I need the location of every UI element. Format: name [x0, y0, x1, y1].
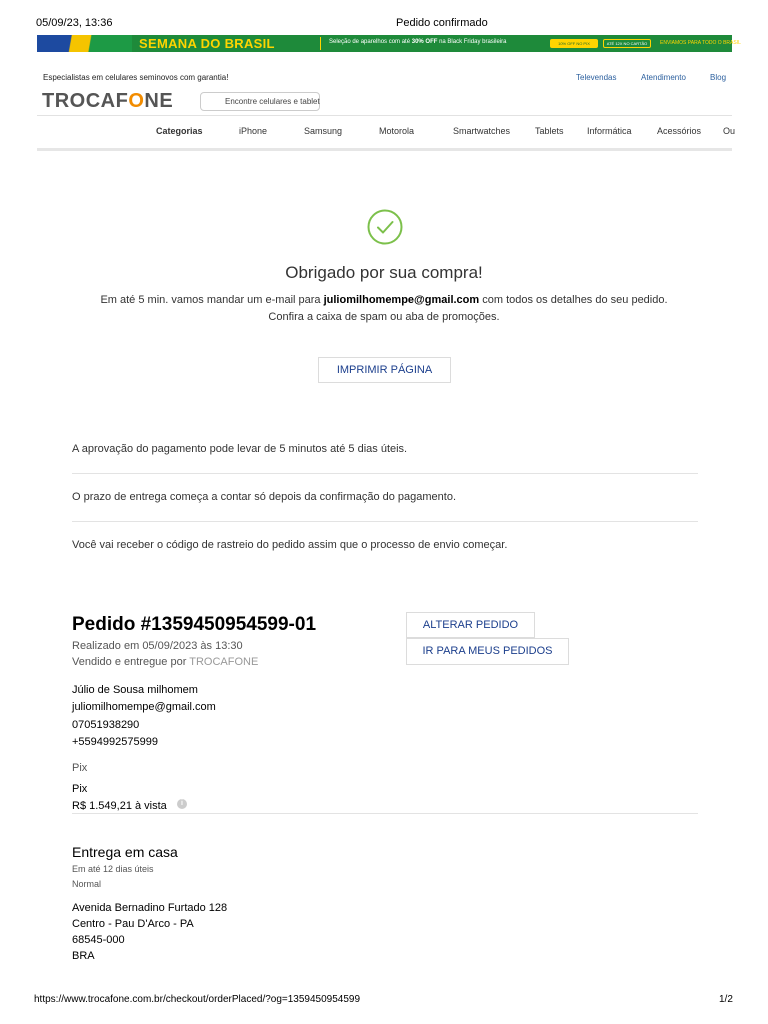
payment-divider	[72, 813, 698, 814]
nav-categorias[interactable]: Categorias	[156, 126, 203, 136]
televendas-link[interactable]: Televendas	[576, 73, 617, 82]
print-page-number: 1/2	[719, 994, 733, 1005]
nav-informatica[interactable]: Informática	[587, 126, 632, 136]
nav-shadow	[37, 148, 732, 151]
trocafone-logo[interactable]: TROCAFONE	[42, 90, 174, 112]
customer-email-bold: juliomilhomempe@gmail.com	[323, 294, 480, 306]
banner-promo-text: Seleção de aparelhos com até 30% OFF na Black Friday brasileira	[329, 39, 507, 45]
delivery-type: Normal	[72, 879, 102, 889]
address-street: Avenida Bernadino Furtado 128	[72, 902, 228, 914]
print-datetime: 05/09/23, 13:36	[36, 17, 113, 29]
order-placed-date: Realizado em 05/09/2023 às 13:30	[72, 640, 243, 652]
order-seller: Vendido e entregue por TROCAFONE	[72, 656, 259, 668]
print-page-title: Pedido confirmado	[396, 17, 488, 29]
atendimento-link[interactable]: Atendimento	[641, 73, 686, 82]
nav-smartwatches[interactable]: Smartwatches	[453, 126, 511, 136]
address-country: BRA	[72, 950, 95, 962]
email-message: Em até 5 min. vamos mandar um e-mail para juliomilhomempe@gmail.com com todos os detalhes do seu pedido.	[100, 294, 668, 306]
nav-iphone[interactable]: iPhone	[239, 126, 268, 136]
address-zip: 68545-000	[72, 934, 125, 946]
check-circle-icon	[367, 209, 403, 245]
customer-name: Júlio de Sousa milhomem	[72, 684, 198, 696]
address-city: Centro - Pau D'Arco - PA	[72, 918, 194, 930]
print-url: https://www.trocafone.com.br/checkout/orderPlaced/?og=1359450954599	[34, 994, 361, 1005]
customer-email: juliomilhomempe@gmail.com	[72, 701, 216, 713]
banner-flag-graphic	[37, 35, 132, 52]
search-icon	[207, 97, 216, 106]
print-page-button[interactable]: IMPRIMIR PÁGINA	[318, 357, 451, 383]
payment-amount: R$ 1.549,21 à vista	[72, 800, 167, 812]
delivery-eta: Em até 12 dias úteis	[72, 864, 154, 874]
spam-message: Confira a caixa de spam ou aba de promoções.	[268, 311, 500, 323]
customer-document: 07051938290	[72, 719, 140, 731]
notice-divider	[72, 521, 698, 522]
delivery-deadline-notice: O prazo de entrega começa a contar só depois da confirmação do pagamento.	[72, 491, 457, 503]
banner-card-chip: ATÉ 12X NO CARTÃO	[603, 39, 651, 48]
payment-approval-notice: A aprovação do pagamento pode levar de 5 minutos até 5 dias úteis.	[72, 443, 408, 455]
info-icon[interactable]: i	[177, 799, 187, 809]
search-input[interactable]: Encontre celulares e tablet	[200, 92, 320, 111]
order-title: Pedido #1359450954599-01	[72, 614, 317, 635]
banner-shipping-text: ENVIAMOS PARA TODO O BRASIL	[660, 40, 741, 46]
nav-samsung[interactable]: Samsung	[304, 126, 343, 136]
thanks-title: Obrigado por sua compra!	[285, 263, 483, 282]
delivery-title: Entrega em casa	[72, 844, 178, 860]
my-orders-button[interactable]: IR PARA MEUS PEDIDOS	[406, 638, 569, 665]
nav-outros[interactable]: Ou	[723, 126, 736, 136]
nav-acessorios[interactable]: Acessórios	[657, 126, 702, 136]
nav-tablets[interactable]: Tablets	[535, 126, 564, 136]
customer-phone: +5594992575999	[72, 736, 158, 748]
header-tagline: Especialistas em celulares seminovos com garantia!	[43, 73, 229, 82]
tracking-notice: Você vai receber o código de rastreio do pedido assim que o processo de envio começar.	[72, 539, 508, 551]
blog-link[interactable]: Blog	[710, 73, 727, 82]
payment-label: Pix	[72, 762, 88, 774]
banner-title: SEMANA DO BRASIL	[139, 36, 275, 51]
seller-name: TROCAFONE	[189, 656, 259, 668]
nav-motorola[interactable]: Motorola	[379, 126, 415, 136]
alter-order-button[interactable]: ALTERAR PEDIDO	[406, 612, 535, 638]
payment-method: Pix	[72, 783, 88, 795]
banner-pix-chip: 10% OFF NO PIX	[550, 39, 598, 48]
promo-banner[interactable]	[37, 35, 741, 52]
header-divider	[37, 115, 732, 116]
notice-divider	[72, 473, 698, 474]
banner-divider	[320, 37, 321, 50]
